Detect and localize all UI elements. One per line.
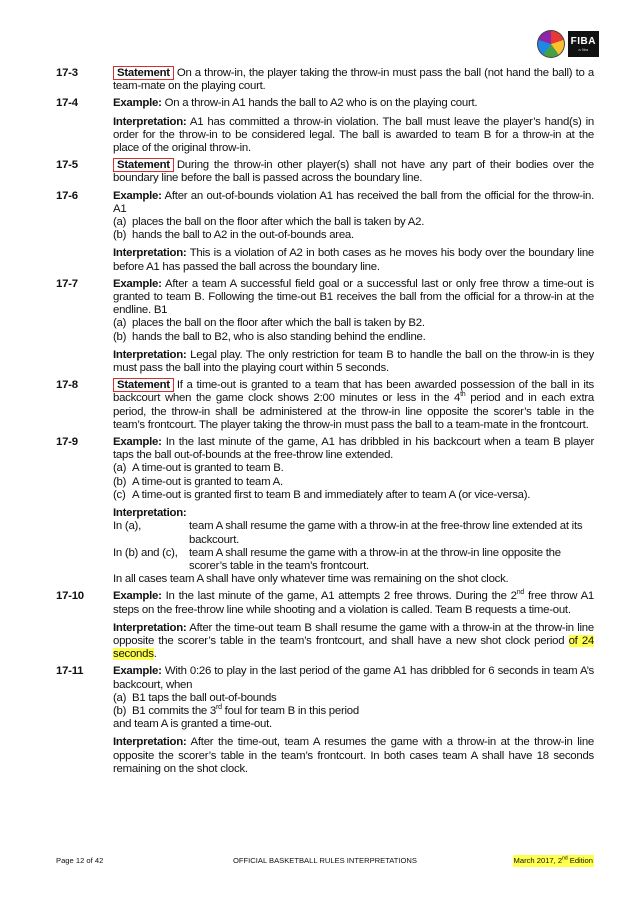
example-label: Example: — [113, 189, 162, 202]
interpretation-label: Interpretation: — [113, 247, 187, 260]
fiba-logo-text: FIBA — [570, 36, 596, 47]
entry-17-6 — [56, 190, 594, 274]
example-continuation: and team A is granted a time-out. — [113, 718, 272, 731]
example-text: On a throw-in A1 hands the ball to A2 who is on the playing court. — [164, 97, 478, 110]
entry-number: 17-5 — [56, 159, 78, 172]
list-item: (a) B1 taps the ball out-of-bounds — [113, 691, 277, 704]
highlighted-text: of 24 seconds — [113, 634, 594, 661]
list-item: (a) places the ball on the floor after which the ball is taken by A2. — [113, 216, 425, 229]
statement-label: Statement — [113, 378, 174, 392]
list-item: (a) places the ball on the floor after which the ball is taken by B2. — [113, 317, 425, 330]
interpretation-text: This is a violation of A2 in both cases as he moves his body over the boundary line before A1 has passed the ball across the boundary line. — [113, 247, 594, 273]
interpretation-text: A1 has committed a throw-in violation. The ball must leave the player’s hand(s) in order for the throw-in to be considered legal. The ball is awarded to team B for a throw-in at the place of the original throw-in. — [113, 115, 594, 155]
list-item: (b) hands the ball to A2 in the out-of-bounds area. — [113, 229, 354, 242]
document-title: OFFICIAL BASKETBALL RULES INTERPRETATIONS — [233, 856, 417, 865]
entry-17-8: 17-8 Statement If a time-out is granted to a team that has been awarded possession of the ball in its backcourt when the game clock shows 2:00 minutes or less in the 4th period and in each extra period, the throw-in shall be administered at the throw-in line opposite the scorer’s table in the team’s frontcourt. The player taking the throw-in must pass the ball to a team-mate in the frontcourt. — [56, 379, 594, 431]
entry-17-5 — [56, 159, 594, 185]
fiba-wordmark — [568, 31, 599, 57]
example-text: In the last minute of the game, A1 attempts 2 free throws. During the 2 — [165, 590, 517, 603]
interpretation-closing: In all cases team A shall have only whatever time was remaining on the shot clock. — [113, 573, 509, 586]
globe-icon — [537, 30, 565, 58]
interpretation-label: Interpretation: — [113, 621, 187, 634]
fiba-logo-sub: a fiba — [578, 47, 589, 52]
example-label: Example: — [113, 590, 162, 603]
list-item: (b) B1 commits the 3rd foul for team B in this period — [113, 704, 359, 717]
page-number: Page 12 of 42 — [56, 856, 104, 865]
entry-number: 17-6 — [56, 189, 78, 202]
entry-number: 17-3 — [56, 67, 78, 79]
list-item: (c) A time-out is granted first to team B and immediately after to team A (or vice-versa). — [113, 488, 531, 501]
document-body — [56, 67, 594, 780]
example-label: Example: — [113, 665, 162, 678]
example-label: Example: — [113, 436, 162, 449]
fiba-logo — [537, 30, 599, 58]
entry-number: 17-8 — [56, 379, 78, 392]
example-text: In the last minute of the game, A1 has dribbled in his backcourt when a team B player taps the ball out-of-bounds at the free-throw line extended. — [113, 436, 595, 462]
statement-text: On a throw-in, the player taking the throw-in must pass the ball (not hand the ball) to a team-mate on the playing court. — [113, 67, 594, 93]
statement-label: Statement — [113, 158, 174, 172]
interpretation-label: Interpretation: — [113, 736, 187, 749]
entry-number: 17-9 — [56, 436, 78, 449]
entry-17-11 — [56, 665, 594, 776]
example-text: After a team A successful field goal or a successful last or only free throw a time-out is granted to team B. Following the time-out B1 receives the ball from the official for a throw-in at the endline. B1 — [113, 277, 594, 317]
edition-label: March 2017, 2nd Edition — [513, 855, 593, 865]
case-item: In (a), team A shall resume the game with a throw-in at the free-throw line extended at its backcourt. — [113, 520, 583, 546]
entry-number: 17-4 — [56, 97, 78, 110]
page-footer — [56, 855, 594, 867]
list-item: (b) hands the ball to B2, who is also standing behind the endline. — [113, 330, 426, 343]
list-item: (b) A time-out is granted to team A. — [113, 475, 283, 488]
interpretation-text: After the time-out, team A resumes the game with a throw-in at the throw-in line opposite the scorer’s table in the team’s frontcourt. In both cases team A shall have 18 seconds remaining on the shot clock. — [113, 736, 594, 775]
entry-17-10: 17-10 Example: In the last minute of the game, A1 attempts 2 free throws. During the 2nd free throw A1 steps on the free-throw line while shooting and a violation is called. Team B requests a time-out. Interpretation: After the time-out team B shall resume the game with a throw-in at the throw-in line opposite the scorer’s table in the team’s frontcourt, and shall have a new shot clock period of 24 seconds. — [56, 589, 595, 661]
interpretation-label: Interpretation: — [113, 348, 187, 361]
case-item: In (b) and (c), team A shall resume the game with a throw-in at the throw-in line opposite the scorer’s table in the team’s frontcourt. — [113, 546, 561, 572]
interpretation-label: Interpretation: — [113, 115, 187, 128]
interpretation-text: After the time-out team B shall resume the game with a throw-in at the throw-in line opposite the scorer’s table in the team’s frontcourt, and shall have a new shot clock period — [113, 621, 594, 647]
list-item: (a) A time-out is granted to team B. — [113, 462, 284, 475]
entry-17-3 — [56, 67, 594, 93]
statement-text: During the throw-in other player(s) shall not have any part of their bodies over the boundary line before the ball is passed across the boundary line. — [113, 159, 594, 185]
example-label: Example: — [113, 277, 162, 290]
entry-number: 17-10 — [56, 590, 84, 603]
statement-label: Statement — [113, 66, 174, 80]
example-label: Example: — [113, 97, 162, 110]
entry-17-7 — [56, 278, 594, 375]
entry-number: 17-11 — [56, 665, 84, 678]
interpretation-text: Legal play. The only restriction for team B to handle the ball on the throw-in is they must pass the ball into the playing court within 5 seconds. — [113, 348, 594, 375]
interpretation-label: Interpretation: — [113, 507, 187, 520]
entry-17-9 — [56, 436, 594, 586]
entry-number: 17-7 — [56, 277, 78, 290]
example-text: After an out-of-bounds violation A1 has received the ball from the official for the throw-in. A1 — [113, 189, 594, 215]
example-text: With 0:26 to play in the last period of the game A1 has dribbled for 6 seconds in team A’s backcourt, when — [113, 665, 594, 691]
entry-17-4 — [56, 97, 594, 155]
statement-text: If a time-out is granted to a team that has been awarded possession of the ball in its backcourt when the game clock shows 2:00 minutes or less in the 4 — [113, 379, 594, 405]
